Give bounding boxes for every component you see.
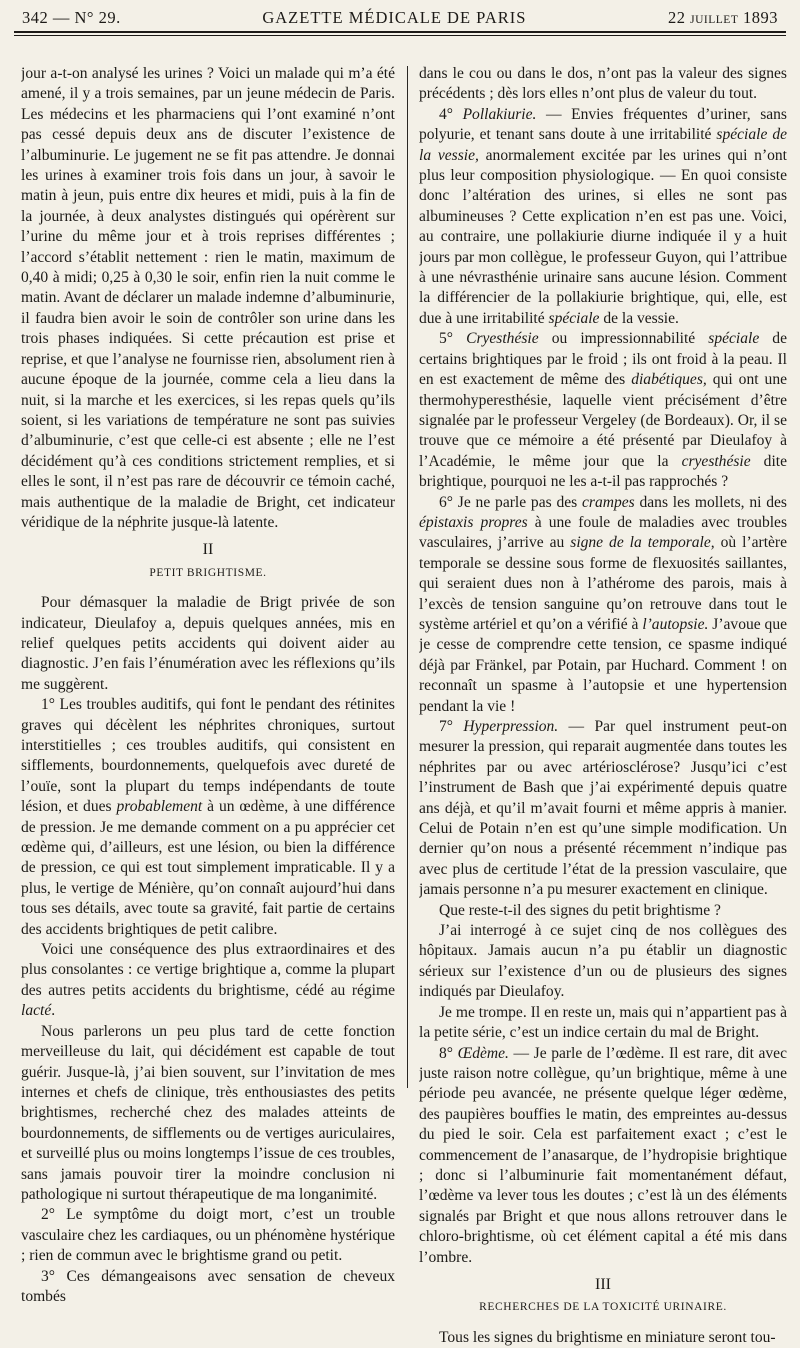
- header-rule: [14, 31, 786, 36]
- emphasis: Cryesthésie: [466, 330, 539, 348]
- paragraph: 3° Ces démangeaisons avec sensation de cheveux tombés: [21, 1267, 395, 1305]
- text-run: — Par quel instrument peut-on mesurer la pression, qui reparait augmentée dans toutes les néphrites par ou avec artériosclérose? Jusqu’ici c’est l’instrument de Bash que j’ai expérimenté depuis quatre ans déjà, et qu’il m’avait fourni et même appris à manier. Celui de Potain n’en est qu’une simple modification. Un dernier qu’on nous a présenté récemment n’indique pas avec plus de certitude l’état de la pression vasculaire, que jamais personne n’a pu mesurer exactement en clinique.: [419, 718, 787, 899]
- emphasis: spéciale de la vessie,: [419, 126, 787, 164]
- text-run: de certains brightiques par le froid ; ils ont froid à la peau. Il en est exactement de même des: [419, 330, 787, 389]
- section-number: II: [202, 541, 214, 559]
- text-run: 8°: [439, 1044, 458, 1062]
- text-run: — Je parle de l’œdème. Il est rare, dit avec juste raison notre collègue, qu’un brightique, même à une période peu avancée, ne présente quelque léger œdème, des paupières bouffies le matin, des empreintes au-dessus du pied le soir. Cela est parfaitement exact ; c’est le commencement de l’anasarque, de l’hydropisie brightique ; donc si l’albuminurie fait momentanément défaut, l’œdème va lever tous les doutes ; c’est là un des éléments signalés par Bright et que nous allons retrouver dans le chloro-brightisme, où cet élément capital a été mis dans l’ombre.: [419, 1044, 787, 1266]
- date-day: 22: [668, 8, 686, 27]
- section-title: RECHERCHES DE LA TOXICITÉ URINAIRE.: [479, 1301, 727, 1314]
- text-run: à un œdème, à une différence de pression. Je me demande comment on a pu apprécier cet œdème qui, d’ailleurs, est une lésion, ou bien la différence de pression, ce qui est tout simplement impraticable. Il y a plus, le vertige de Ménière, qu’on connaît aujourd’hui dans tous ses détails, avec toute sa gravité, fait partie de certains des accidents brightiques de petit calibre.: [21, 798, 395, 938]
- date-year: 1893: [742, 8, 778, 27]
- emphasis: signe de la temporale,: [570, 534, 715, 552]
- emphasis: Œdème.: [457, 1044, 509, 1062]
- paragraph: Pour démasquer la maladie de Brigt privée de son indicateur, Dieulafoy a, depuis quelques années, mis en relief quelques petits accidents qui doivent aider au diagnostic. J’en fais l’énumération avec les réflexions qu’ils me suggèrent.: [21, 594, 395, 693]
- column-divider: [407, 66, 408, 1088]
- paragraph: Que reste-t-il des signes du petit brightisme ?: [439, 901, 721, 919]
- page-header: [22, 2, 778, 28]
- paragraph: [21, 940, 395, 1022]
- paragraph: dans le cou ou dans le dos, n’ont pas la valeur des signes précédents ; dès lors elles n’ont plus de valeur du tout.: [419, 65, 787, 103]
- paragraph: [419, 105, 787, 329]
- text-run: .: [51, 1002, 56, 1020]
- journal-title: GAZETTE MÉDICALE DE PARIS: [262, 8, 527, 27]
- emphasis: épistaxis propres: [419, 513, 528, 531]
- text-run: Voici une conséquence des plus extraordinaires et des plus consolantes : ce vertige brightique a, comme la plupart des autres petits accidents du brightisme, cédé au régime: [21, 941, 395, 999]
- text-run: où l’artère temporale se dessine sous forme de flexuosités saillantes, qui seraient dues non à l’athérome des parois, mais à l’excès de tension sanguine qu’on retrouve dans tout le système artériel et qu’on a vérifié à: [419, 534, 787, 633]
- text-run: 4°: [439, 105, 463, 123]
- emphasis: probablement: [116, 798, 203, 816]
- paragraph: J’ai interrogé à ce sujet cinq de nos collègues des hôpitaux. Jamais aucun n’a pu établir un diagnostic sérieux sur l’existence d’un ou de plusieurs des signes indiqués par Dieulafoy.: [419, 922, 787, 1001]
- emphasis: Hyperpression.: [463, 718, 559, 735]
- text-run: J’avoue que je cesse de comprendre cette tension, ce spasme indiqué déjà par Fränkel, par Potain, par Huchard. Comment ! on reconnaît un spasme à l’autopsie et une hypertension pendant la vie !: [419, 615, 787, 715]
- emphasis: spéciale: [548, 309, 600, 327]
- paragraph: jour a-t-on analysé les urines ? Voici un malade qui m’a été amené, il y a trois semaines, par un jeune médecin de Paris. Les médecins et les pharmaciens qui l’ont examiné n’ont pas cessé depuis deux ans de discuter l’existence de l’albuminurie. Le jugement ne se fit pas attendre. Je donnai les urines à examiner trois fois dans un jour, à savoir le matin à jeun, puis entre dix heures et midi, puis à la fin de la journée, à deux analystes distingués qui opérèrent sur l’urine du même jour et à trois reprises différentes ; l’accord s’établit nettement : rien le matin, maximum de 0,40 à midi; 0,25 à 0,30 le soir, enfin rien la nuit comme le matin. Avant de déclarer un malade indemne d’albuminurie, il faudra bien avoir le soin de contrôler son urine dans les trois phases indiquées. Si cette précaution est prise et reprise, et que l’analyse ne fournisse rien, absolument rien à aucune époque de la journée, comme cela a lieu dans la nuit, si la marche et les exercices, si les repas quels qu’ils soient, si les variations de température ne sont pas suivies d’albuminurie, c’est que celle-ci est absente ; elle ne l’est décidément qu’à ces conditions strictement remplies, et si elles le sont, il n’est pas rare de découvrir ce témoin caché, mais authentique de la maladie de Bright, cet indicateur véridique de la néphrite jusque-là latente.: [21, 65, 395, 531]
- emphasis: lacté: [21, 1002, 52, 1020]
- left-column: [21, 64, 395, 1307]
- emphasis: spéciale: [708, 330, 760, 348]
- paragraph: Je me trompe. Il en reste un, mais qui n’appartient pas à la petite série, c’est un indice certain du mal de Bright.: [419, 1003, 787, 1042]
- paragraph: [419, 329, 787, 492]
- section-number: III: [595, 1275, 611, 1293]
- paragraph: [21, 695, 395, 940]
- paragraph: Nous parlerons un peu plus tard de cette fonction merveilleuse du lait, qui décidément est capable de tout guérir. Jusque-là, j’ai bien souvent, sur l’invitation de mes internes et chefs de clinique, très enthousiastes des petits brightismes, recherché chez des malades atteints de bourdonnements, de sifflements ou de vertiges auriculaires, et surveillé plus ou moins longtemps l’issue de ces troubles, sans jamais pouvoir tirer la moindre conclusion ni pathologique ni surtout thérapeutique de ma longanimité.: [21, 1022, 395, 1203]
- text-run: dite brightique, pourquoi ne les a-t-il pas rapprochés ?: [419, 452, 787, 491]
- text-run: anormalement excitée par les urines qui n’ont plus leur composition physiologique. — En quoi consiste donc l’altération des urines, si elles ne sont pas albumineuses ? Cette explication n’en est pas une. Voici, au contraire, une pollakiurie diurne indiquée il y a huit jours par mon collègue, le professeur Guyon, qui l’attribue à une névrasthénie urinaire sans aucune lésion. Comment la différencier de la pollakiurie brightique, qui, elle, est due à une irritabilité: [419, 146, 787, 327]
- text-run: à une foule de maladies avec troubles vasculaires, j’arrive au: [419, 513, 787, 552]
- emphasis: cryesthésie: [681, 452, 751, 470]
- text-run: de la vessie.: [599, 309, 679, 327]
- page-number: 342 — N° 29.: [22, 8, 121, 27]
- text-run: qui ont une thermohyperesthésie, laquelle vient précisément d’être signalée par le professeur Vergeley (de Bordeaux). Or, il se trouve que ce mémoire a été présenté par Dieulafoy à l’Académie, le même jour que la: [419, 371, 787, 470]
- paragraph: 2° Le symptôme du doigt mort, c’est un trouble vasculaire chez les cardiaques, ou un phénomène hystérique ; rien de commun avec le brightisme grand ou petit.: [21, 1206, 395, 1265]
- issue-date: [668, 8, 778, 28]
- paragraph: [419, 493, 787, 717]
- section-title: PETIT BRIGHTISME.: [149, 566, 267, 579]
- paragraph: [419, 1044, 787, 1268]
- text-run: — Envies fréquentes d’uriner, sans polyurie, et tenant sans doute à une irritabilité: [419, 105, 787, 144]
- text-run: ou impressionnabilité: [538, 330, 709, 348]
- date-month: JUILLET: [690, 14, 739, 26]
- paragraph: [419, 717, 787, 901]
- paragraph: Tous les signes du brightisme en miniature seront tou-: [439, 1328, 776, 1346]
- emphasis: crampes: [582, 493, 635, 511]
- text-run: 1° Les troubles auditifs, qui font le pendant des rétinites graves qui décèlent les néphrites chroniques, surtout interstitielles ; ces troubles auditifs, qui consistent en sifflements, bourdonnements, quelquefois avec dureté de l’ouïe, sont la plupart du temps indépendants de toute lésion, et dues: [21, 696, 395, 816]
- text-run: 5°: [439, 330, 467, 348]
- text-run: 6° Je ne parle pas des: [439, 493, 582, 511]
- emphasis: diabétiques,: [631, 371, 707, 389]
- right-column: [419, 64, 787, 1348]
- emphasis: l’autopsie.: [642, 615, 709, 633]
- text-run: dans les mollets, ni des: [634, 493, 787, 511]
- text-run: 7°: [439, 718, 464, 735]
- emphasis: Pollakiurie.: [462, 105, 537, 123]
